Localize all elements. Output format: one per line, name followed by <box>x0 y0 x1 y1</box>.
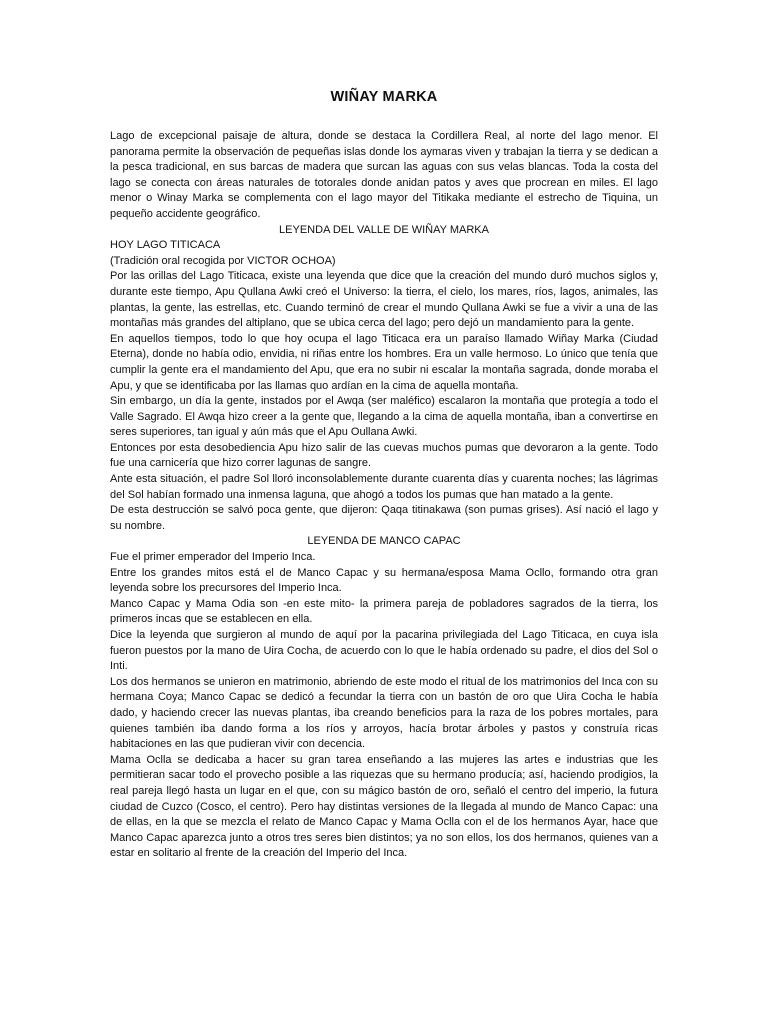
section-heading: LEYENDA DEL VALLE DE WIÑAY MARKA <box>279 223 489 236</box>
paragraph: Dice la leyenda que surgieron al mundo de aquí por la pacarina privilegiada del Lago Titicaca, en cuya isla fueron puestos por la mano de Uira Cocha, de acuerdo con lo que le había ordenado su padre, el dios del Sol o Inti. <box>110 629 658 673</box>
paragraph: HOY LAGO TITICACA <box>110 239 221 252</box>
paragraph: Entre los grandes mitos está el de Manco Capac y su hermana/esposa Mama Ocllo, formando otra gran leyenda sobre los precursores del Imperio Inca. <box>110 566 658 595</box>
document-title: WIÑAY MARKA <box>330 89 438 105</box>
paragraph: Sin embargo, un día la gente, instados por el Awqa (ser maléfico) escalaron la montaña que protegía a todo el Valle Sagrado. El Awqa hizo creer a la gente que, llegando a la cima de aquella montaña, iban a convertirse en seres superiores, tan igual y aún más que el Apu Oullana Awki. <box>110 395 658 439</box>
document-body <box>110 129 658 862</box>
paragraph: En aquellos tiempos, todo lo que hoy ocupa el lago Titicaca era un paraíso llamado Wiñay Marka (Ciudad Eterna), donde no había odio, envidia, ni riñas entre los hombres. Era un valle hermoso. Lo único que tenía que cumplir la gente era el mandamiento del Apu, que era no subir ni escalar la montaña sagrada, donde moraba el Apu, y que se identificaba por las llamas quo ardían en la cima de aquella montaña. <box>110 332 658 392</box>
paragraph: (Tradición oral recogida por VICTOR OCHOA) <box>110 254 336 267</box>
paragraph: Manco Capac y Mama Odia son -en este mito- la primera pareja de pobladores sagrados de la tierra, los primeros incas que se establecen en ella. <box>110 597 658 626</box>
paragraph: Lago de excepcional paisaje de altura, donde se destaca la Cordillera Real, al norte del lago menor. El panorama permite la observación de pequeñas islas donde los aymaras viven y trabajan la tierra y se dedican a la pesca tradicional, en sus barcas de madera que surcan las aguas con sus velas blancas. Toda la costa del lago se conecta con áreas naturales de totorales donde anidan patos y aves que procrean en miles. El lago menor o Winay Marka se complementa con el lago mayor del Titikaka mediante el estrecho de Tiquina, un pequeño accidente geográfico. <box>110 130 658 220</box>
paragraph: De esta destrucción se salvó poca gente, que dijeron: Qaqa titinakawa (son pumas grises). Así nació el lago y su nombre. <box>110 504 658 532</box>
section-heading: LEYENDA DE MANCO CAPAC <box>307 535 461 548</box>
paragraph: Entonces por esta desobediencia Apu hizo salir de las cuevas muchos pumas que devoraron a la gente. Todo fue una carnicería que hizo correr lagunas de sangre. <box>110 441 658 470</box>
paragraph: Ante esta situación, el padre Sol lloró inconsolablemente durante cuarenta días y cuarenta noches; las lágrimas del Sol habían formado una inmensa laguna, que ahogó a todos los pumas que han matado a la gente. <box>110 473 658 501</box>
paragraph: Mama Oclla se dedicaba a hacer su gran tarea enseñando a las mujeres las artes e industrias que les permitieran sacar todo el provecho posible a las riquezas que su hermano producía; así, haciendo prodigios, la real pareja llegó hasta un lugar en el que, con su mágico bastón de oro, señaló el centro del imperio, la futura ciudad de Cuzco (Cosco, el centro). Pero hay distintas versiones de la llegada al mundo de Manco Capac: una de ellas, en la que se mezcla el relato de Manco Capac y Mama Oclla con el de los hermanos Ayar, hace que Manco Capac aparezca junto a otros tres seres bien distintos; ya no son ellos, los dos hermanos, quienes van a estar en solitario al frente de la creación del Imperio del Inca. <box>110 753 658 860</box>
paragraph: Los dos hermanos se unieron en matrimonio, abriendo de este modo el ritual de los matrimonios del Inca con su hermana Coya; Manco Capac se dedicó a fecundar la tierra con un bastón de oro que Uira Cocha le había dado, y haciendo crecer las nuevas plantas, iba creando beneficios para la raza de los pobres mortales, para quienes también iba dando forma a los ríos y arroyos, hacía brotar árboles y pastos y construía ricas habitaciones en las que pudieran vivir con decencia. <box>110 675 658 751</box>
paragraph: Fue el primer emperador del Imperio Inca. <box>110 551 316 564</box>
paragraph: Por las orillas del Lago Titicaca, existe una leyenda que dice que la creación del mundo duró muchos siglos y, durante este tiempo, Apu Qullana Awki creó el Universo: la tierra, el cielo, los mares, ríos, lagos, animales, las plantas, la gente, las estrellas, etc. Cuando terminó de crear el mundo Qullana Awki se fue a vivir a una de las montañas más grandes del altiplano, que se ubica cerca del lago; pero dejó un mandamiento para la gente. <box>110 270 658 330</box>
